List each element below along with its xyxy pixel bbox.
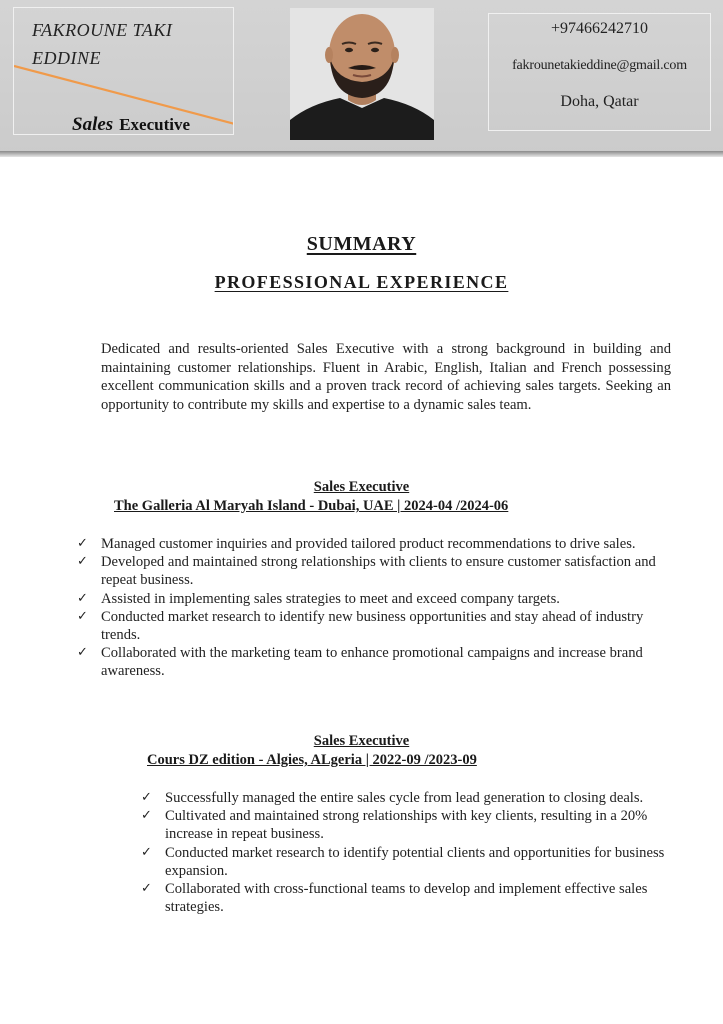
list-item: ✓ Developed and maintained strong relationships with clients to ensure customer satisfaction and repeat business.: [77, 554, 656, 589]
list-item: ✓ Conducted market research to identify new business opportunities and stay ahead of industry trends.: [77, 608, 644, 644]
list-item: ✓ Collaborated with the marketing team to enhance promotional campaigns and increase brand awareness.: [77, 645, 643, 680]
list-item: ✓ Assisted in implementing sales strategies to meet and exceed company targets.: [77, 590, 560, 607]
list-item: ✓ Cultivated and maintained strong relationships with key clients, resulting in a 20% increase in repeat business.: [141, 808, 648, 843]
job-2-title: Sales Executive: [313, 733, 410, 749]
summary-paragraph: Dedicated and results-oriented Sales Executive with a strong background in building and maintaining customer relationships. Fluent in Arabic, English, Italian and French possessing excellent communication skills and a proven track record of achieving sales targets. Seeking an opportunity to contribute my skills and expertise to a dynamic sales team.: [101, 341, 671, 413]
checkmark-icon: ✓: [77, 590, 88, 606]
header-shadow: [0, 151, 723, 157]
experience-heading: PROFESSIONAL EXPERIENCE: [214, 272, 509, 292]
checkmark-icon: ✓: [77, 608, 88, 624]
checkmark-icon: ✓: [141, 808, 152, 824]
job-2-company: Cours DZ edition - Algies, ALgeria | 2022-09 /2023-09: [147, 752, 477, 768]
name-box: [13, 7, 234, 135]
job-1-bullets: [77, 535, 679, 681]
phone-number: +97466242710: [550, 20, 649, 37]
summary-heading: SUMMARY: [306, 233, 417, 255]
profile-photo-illustration: [290, 8, 434, 140]
job-2-bullets: [141, 789, 677, 916]
checkmark-icon: ✓: [77, 536, 88, 551]
location: Doha, Qatar: [560, 93, 639, 110]
list-item: ✓ Successfully managed the entire sales cycle from lead generation to closing deals.: [141, 790, 644, 806]
contact-box: [488, 13, 711, 131]
checkmark-icon: ✓: [77, 645, 88, 661]
list-item: ✓ Collaborated with cross-functional teams to develop and implement effective sales strategies.: [141, 881, 648, 916]
profile-photo: [290, 8, 434, 140]
job-1-title: Sales Executive: [313, 479, 410, 495]
job-role-part1: Sales: [72, 114, 114, 135]
job-role: [72, 114, 190, 135]
checkmark-icon: ✓: [141, 790, 152, 805]
candidate-name: FAKROUNE TAKI EDDINE: [32, 20, 173, 68]
checkmark-icon: ✓: [77, 554, 88, 570]
checkmark-icon: ✓: [141, 844, 152, 860]
email-address: fakrounetakieddine@gmail.com: [512, 58, 687, 73]
list-item: ✓ Conducted market research to identify potential clients and opportunities for business expansion.: [141, 844, 665, 879]
checkmark-icon: ✓: [141, 881, 152, 897]
list-item: ✓ Managed customer inquiries and provided tailored product recommendations to drive sales.: [77, 536, 636, 552]
job-1-company: The Galleria Al Maryah Island - Dubai, UAE | 2024-04 /2024-06: [114, 498, 509, 514]
job-role-part2: Executive: [119, 115, 191, 134]
